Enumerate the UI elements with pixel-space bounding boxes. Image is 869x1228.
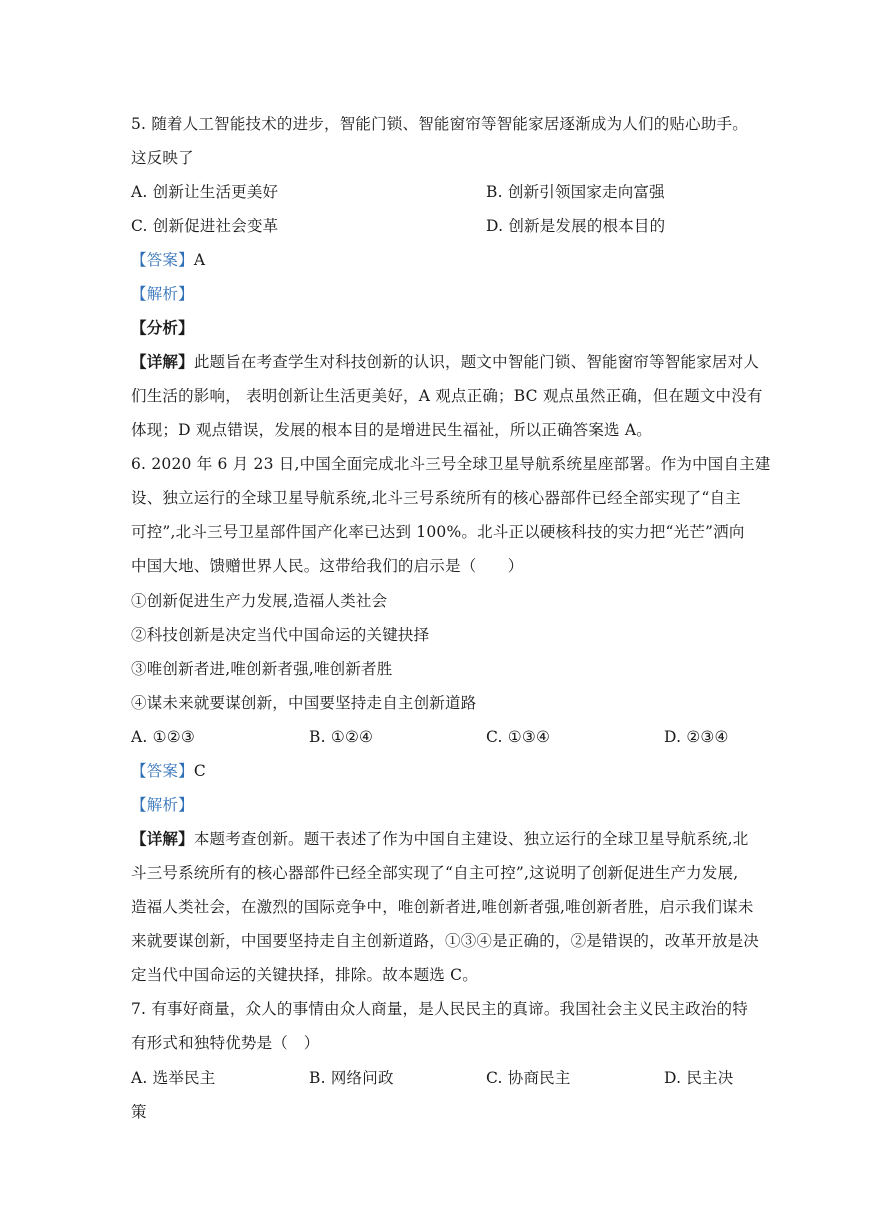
q6-detail-line-1 <box>131 829 748 849</box>
q7-option-b: B. 网络问政 <box>309 1069 394 1087</box>
q6-item-4: ④谋未来就要谋创新，中国要坚持走自主创新道路 <box>131 694 477 712</box>
answer-tag: 【答案】 <box>131 762 194 780</box>
q5-stem-line-1: 5. 随着人工智能技术的进步，智能门锁、智能窗帘等智能家居逐渐成为人们的贴心助手。 <box>131 115 748 133</box>
q6-option-d: D. ②③④ <box>664 728 729 746</box>
q6-item-1: ①创新促进生产力发展,造福人类社会 <box>131 592 388 610</box>
detail-text: 此题旨在考查学生对科技创新的认识，题文中智能门锁、智能窗帘等智能家居对人 <box>193 353 760 371</box>
q6-detail-line-5: 定当代中国命运的关键抉择，排除。故本题选 C。 <box>131 966 478 984</box>
q7-option-d: D. 民主决 <box>664 1069 734 1087</box>
detail-tag: 【详解】 <box>131 829 194 848</box>
q5-detail-line-3: 体现；D 观点错误，发展的根本目的是增进民生福祉，所以正确答案选 A。 <box>131 421 652 439</box>
q6-stem-line-4: 中国大地、馈赠世界人民。这带给我们的启示是（ ） <box>131 557 524 575</box>
q7-option-d-wrap: 策 <box>131 1103 147 1121</box>
q5-detail-line-1 <box>131 352 759 372</box>
q5-analysis-tag: 【解析】 <box>131 285 194 303</box>
q5-option-a: A. 创新让生活更美好 <box>131 183 279 201</box>
q7-option-c: C. 协商民主 <box>486 1069 571 1087</box>
q7-stem-line-2: 有形式和独特优势是（ ） <box>131 1034 320 1052</box>
q5-option-d: D. 创新是发展的根本目的 <box>486 217 666 235</box>
q6-detail-line-4: 来就要谋创新，中国要坚持走自主创新道路，①③④是正确的，②是错误的，改革开放是决 <box>131 932 760 950</box>
q5-option-b: B. 创新引领国家走向富强 <box>486 183 665 201</box>
q6-detail-line-3: 造福人类社会，在激烈的国际竞争中，唯创新者进,唯创新者强,唯创新者胜，启示我们谋未 <box>131 898 754 916</box>
answer-value: C <box>193 762 206 780</box>
q6-option-c: C. ①③④ <box>486 728 551 746</box>
q5-detail-line-2: 们生活的影响， 表明创新让生活更美好，A 观点正确；BC 观点虽然正确，但在题文中没有 <box>131 387 763 405</box>
q5-option-c: C. 创新促进社会变革 <box>131 217 279 235</box>
q6-option-b: B. ①②④ <box>309 728 374 746</box>
q6-stem-line-3: 可控”,北斗三号卫星部件国产化率已达到 100%。北斗正以硬核科技的实力把“光芒”洒向 <box>131 523 745 541</box>
q7-option-a: A. 选举民主 <box>131 1069 216 1087</box>
detail-tag: 【详解】 <box>131 352 194 371</box>
q5-answer <box>131 250 205 270</box>
detail-text: 本题考查创新。题干表述了作为中国自主建设、独立运行的全球卫星导航系统,北 <box>193 830 749 848</box>
q5-fenxi-tag: 【分析】 <box>131 318 194 337</box>
q6-stem-line-1: 6. 2020 年 6 月 23 日,中国全面完成北斗三号全球卫星导航系统星座部署。作为中国自主建 <box>131 455 771 473</box>
q6-answer <box>131 761 206 781</box>
q6-detail-line-2: 斗三号系统所有的核心器部件已经全部实现了“自主可控”,这说明了创新促进生产力发展, <box>131 864 739 882</box>
q7-stem-line-1: 7. 有事好商量，众人的事情由众人商量，是人民民主的真谛。我国社会主义民主政治的特 <box>131 1000 748 1018</box>
q6-stem-line-2: 设、独立运行的全球卫星导航系统,北斗三号系统所有的核心器部件已经全部实现了“自主 <box>131 489 741 507</box>
q5-stem-line-2: 这反映了 <box>131 149 194 167</box>
q6-analysis-tag: 【解析】 <box>131 796 194 814</box>
q6-option-a: A. ①②③ <box>131 728 195 746</box>
answer-value: A <box>193 251 206 269</box>
answer-tag: 【答案】 <box>131 251 194 269</box>
q6-item-3: ③唯创新者进,唯创新者强,唯创新者胜 <box>131 660 393 678</box>
q6-item-2: ②科技创新是决定当代中国命运的关键抉择 <box>131 626 430 644</box>
